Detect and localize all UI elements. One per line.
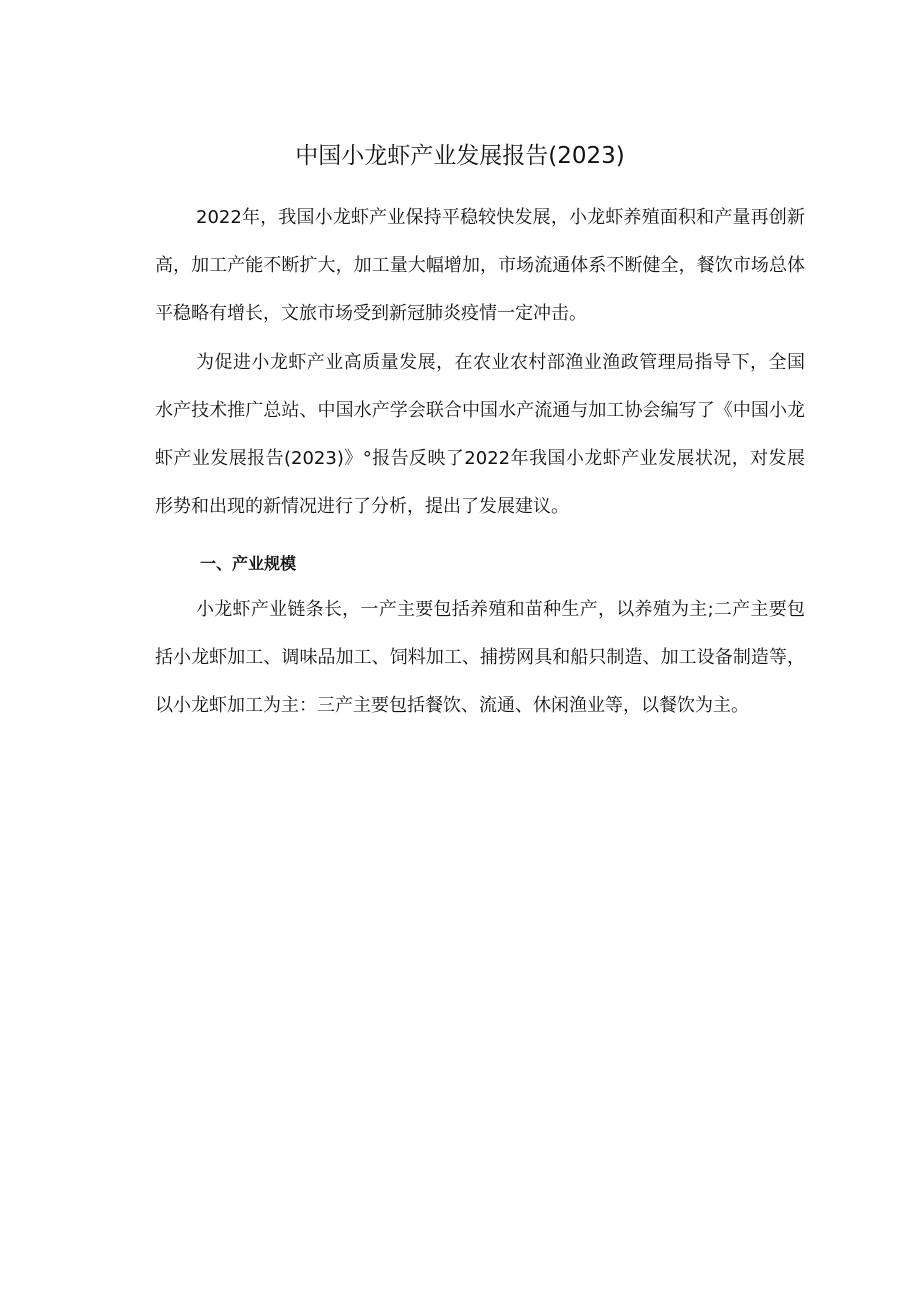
intro-paragraph: 2022年，我国小龙虾产业保持平稳较快发展，小龙虾养殖面积和产量再创新高，加工产能不断扩大，加工量大幅增加，市场流通体系不断健全，餐饮市场总体平稳略有增长，文旅市场受到新冠肺炎疫情一定冲击。 — [155, 207, 805, 324]
background-paragraph: 为促进小龙虾产业高质量发展，在农业农村部渔业渔政管理局指导下，全国水产技术推广总站、中国水产学会联合中国水产流通与加工协会编写了《中国小龙虾产业发展报告(2023)》°报告反映了2022年我国小龙虾产业发展状况，对发展形势和出现的新情况进行了分析，提出了发展建议。 — [155, 352, 805, 517]
industry-chain-paragraph: 小龙虾产业链条长，一产主要包括养殖和苗种生产，以养殖为主;二产主要包括小龙虾加工、调味品加工、饲料加工、捕捞网具和船只制造、加工设备制造等，以小龙虾加工为主：三产主要包括餐饮、流通、休闲渔业等，以餐饮为主。 — [155, 599, 805, 716]
section-heading-industry-scale: 一、产业规模 — [200, 554, 297, 573]
document-title: 中国小龙虾产业发展报告(2023) — [295, 143, 625, 169]
